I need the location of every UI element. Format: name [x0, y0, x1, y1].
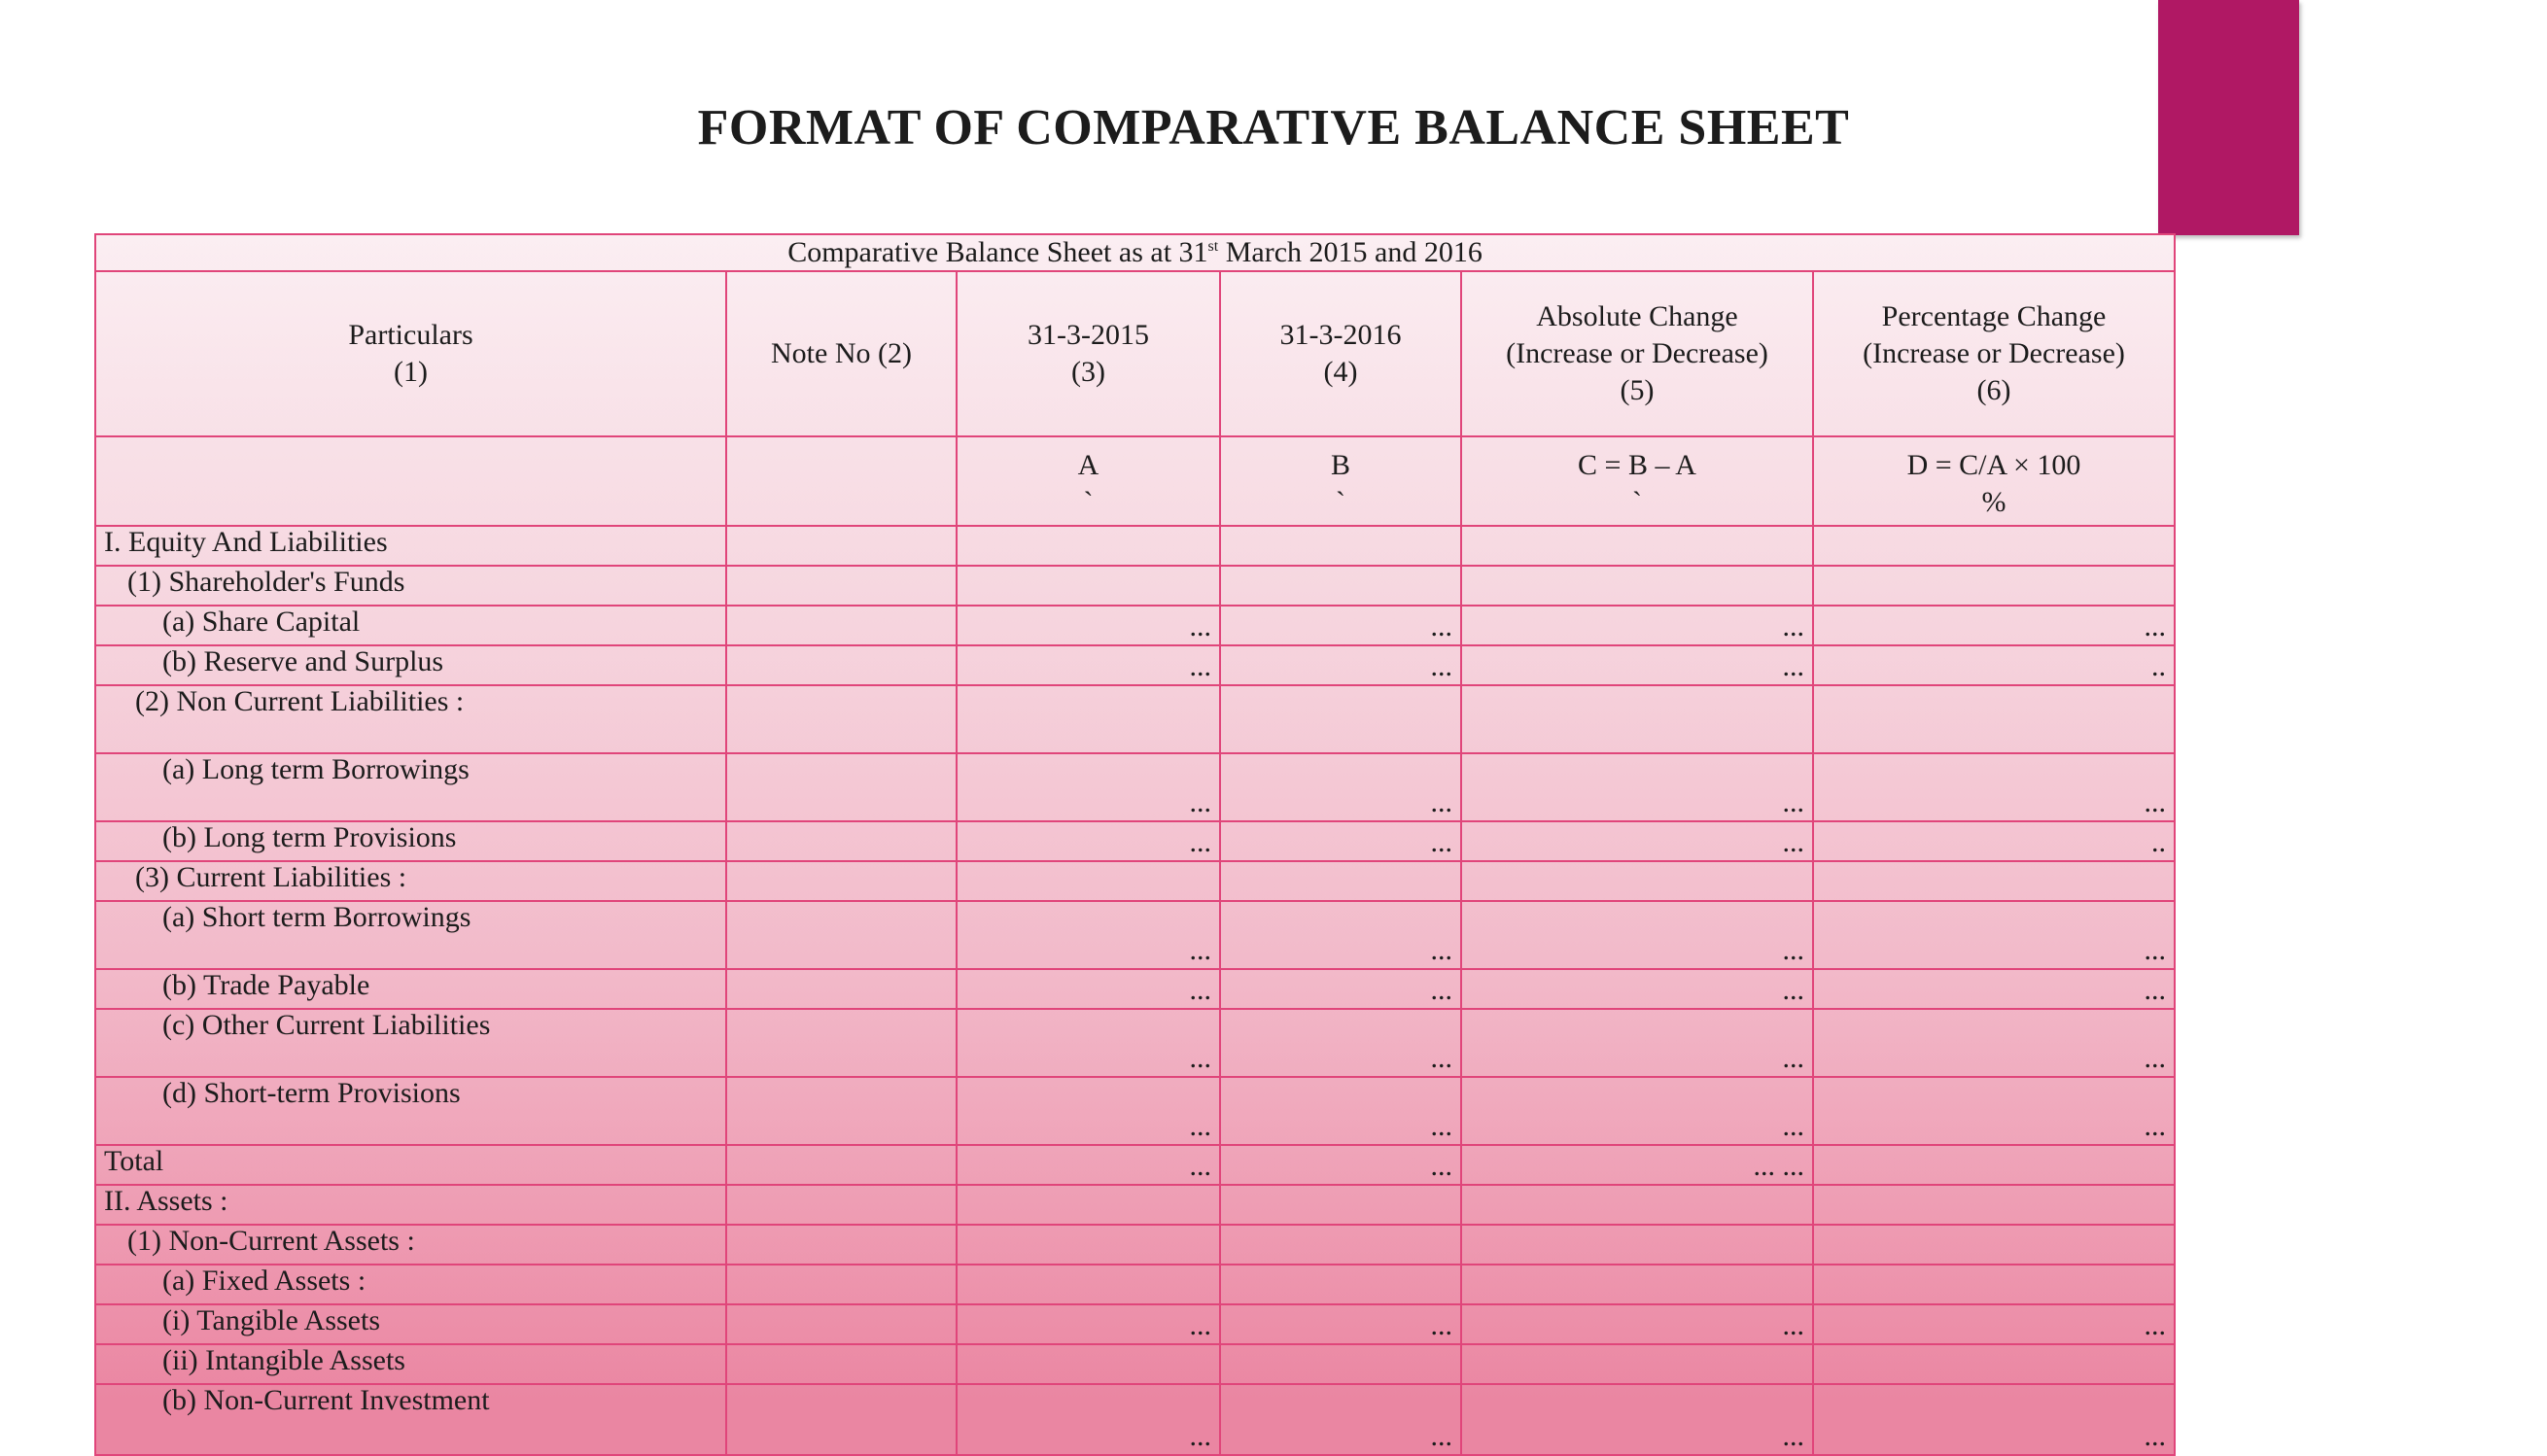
value-cell: .. [1813, 645, 2175, 685]
particulars-cell: (d) Short-term Provisions [95, 1077, 726, 1145]
note-cell [726, 1077, 957, 1145]
column-header-line: Percentage Change [1881, 300, 2107, 332]
column-header-line: 31-3-2016 [1279, 319, 1402, 351]
value-cell [1813, 566, 2175, 606]
particulars-cell: I. Equity And Liabilities [95, 526, 726, 566]
column-symbol [1461, 436, 1813, 526]
value-cell [1461, 861, 1813, 901]
note-cell [726, 645, 957, 685]
column-header [1813, 271, 2175, 436]
value-cell [1461, 1225, 1813, 1265]
particulars-cell: (b) Non-Current Investment [95, 1384, 726, 1455]
note-cell [726, 1384, 957, 1455]
column-symbol [95, 436, 726, 526]
value-cell: ... [1461, 1077, 1813, 1145]
particulars-cell: (a) Short term Borrowings [95, 901, 726, 969]
caption-superscript: st [1207, 238, 1219, 255]
note-cell [726, 821, 957, 861]
value-cell: ... ... [1461, 1145, 1813, 1185]
value-cell [1813, 685, 2175, 753]
symbol-row [95, 436, 2175, 526]
value-cell: ... [1461, 606, 1813, 645]
column-symbol [957, 436, 1220, 526]
value-cell: ... [1461, 1304, 1813, 1344]
value-cell: ... [1220, 1384, 1461, 1455]
value-cell: ... [1220, 1009, 1461, 1077]
value-cell: ... [1220, 1304, 1461, 1344]
particulars-cell: (a) Fixed Assets : [95, 1265, 726, 1304]
value-cell [1220, 861, 1461, 901]
note-cell [726, 526, 957, 566]
value-cell [957, 566, 1220, 606]
value-cell: ... [1461, 645, 1813, 685]
value-cell: ... [957, 1009, 1220, 1077]
particulars-cell: (ii) Intangible Assets [95, 1344, 726, 1384]
note-cell [726, 1145, 957, 1185]
value-cell [1461, 526, 1813, 566]
column-header [1220, 271, 1461, 436]
value-cell [1813, 526, 2175, 566]
column-header-line: (6) [1976, 374, 2011, 406]
value-cell: ... [1813, 969, 2175, 1009]
value-cell [1461, 1185, 1813, 1225]
value-cell: ... [1220, 1077, 1461, 1145]
column-symbol [1220, 436, 1461, 526]
note-cell [726, 861, 957, 901]
table-row [95, 1344, 2175, 1384]
table-row [95, 1185, 2175, 1225]
note-cell [726, 753, 957, 821]
value-cell [957, 861, 1220, 901]
column-header-line: (5) [1620, 374, 1655, 406]
value-cell [1220, 685, 1461, 753]
column-symbol-line [96, 484, 725, 521]
value-cell: ... [1220, 901, 1461, 969]
value-cell [1461, 1344, 1813, 1384]
table-caption [95, 234, 2175, 271]
table-row [95, 685, 2175, 753]
column-symbol-line: % [1981, 486, 2006, 518]
particulars-cell: (1) Non-Current Assets : [95, 1225, 726, 1265]
value-cell: ... [957, 1145, 1220, 1185]
value-cell: ... [1220, 645, 1461, 685]
note-cell [726, 1185, 957, 1225]
note-cell [726, 566, 957, 606]
value-cell: ... [1813, 901, 2175, 969]
particulars-cell: (b) Reserve and Surplus [95, 645, 726, 685]
value-cell: ... [1220, 753, 1461, 821]
caption-text-end: March 2015 and 2016 [1218, 236, 1483, 268]
particulars-cell: (c) Other Current Liabilities [95, 1009, 726, 1077]
value-cell [957, 1185, 1220, 1225]
value-cell [1220, 1185, 1461, 1225]
value-cell: ... [1813, 753, 2175, 821]
note-cell [726, 969, 957, 1009]
header-row [95, 271, 2175, 436]
table-row [95, 901, 2175, 969]
value-cell [1220, 566, 1461, 606]
value-cell: ... [957, 1384, 1220, 1455]
value-cell [1220, 1344, 1461, 1384]
value-cell [1813, 1265, 2175, 1304]
table-row [95, 821, 2175, 861]
column-header-line: (1) [394, 356, 428, 388]
note-cell [726, 685, 957, 753]
value-cell [957, 1225, 1220, 1265]
value-cell: ... [957, 753, 1220, 821]
column-header-line: Particulars [348, 319, 473, 351]
value-cell [957, 1344, 1220, 1384]
value-cell: ... [1461, 821, 1813, 861]
column-symbol [726, 436, 957, 526]
column-symbol-line: D = C/A × 100 [1906, 449, 2081, 481]
value-cell: ... [1461, 901, 1813, 969]
table-row [95, 645, 2175, 685]
column-header-line: Note No (2) [771, 337, 912, 369]
particulars-cell: (a) Share Capital [95, 606, 726, 645]
value-cell [1220, 1265, 1461, 1304]
table-row [95, 606, 2175, 645]
value-cell: ... [1813, 606, 2175, 645]
column-symbol-line [96, 447, 725, 484]
table-row [95, 1009, 2175, 1077]
column-symbol-line: ` [1083, 486, 1094, 518]
note-cell [726, 1344, 957, 1384]
comparative-balance-sheet-table [94, 233, 2176, 1456]
value-cell: ... [1813, 1077, 2175, 1145]
caption-text: Comparative Balance Sheet as at 31 [787, 236, 1208, 268]
table-row [95, 753, 2175, 821]
column-symbol-line: C = B – A [1578, 449, 1696, 481]
value-cell: ... [1813, 1384, 2175, 1455]
value-cell: ... [1813, 1304, 2175, 1344]
column-header [726, 271, 957, 436]
value-cell: ... [1220, 821, 1461, 861]
column-symbol-line [727, 484, 956, 521]
value-cell: ... [1813, 1009, 2175, 1077]
value-cell [1461, 566, 1813, 606]
particulars-cell: Total [95, 1145, 726, 1185]
value-cell: ... [957, 821, 1220, 861]
column-symbol-line: ` [1336, 486, 1345, 518]
particulars-cell: (a) Long term Borrowings [95, 753, 726, 821]
table-row [95, 1304, 2175, 1344]
particulars-cell: (b) Long term Provisions [95, 821, 726, 861]
value-cell: ... [957, 645, 1220, 685]
column-symbol [1813, 436, 2175, 526]
table-row [95, 526, 2175, 566]
particulars-cell: (1) Shareholder's Funds [95, 566, 726, 606]
value-cell: ... [1220, 1145, 1461, 1185]
page-title: FORMAT OF COMPARATIVE BALANCE SHEET [697, 100, 1850, 156]
particulars-cell: (b) Trade Payable [95, 969, 726, 1009]
column-symbol-line: ` [1632, 486, 1642, 518]
column-header-line: 31-3-2015 [1028, 319, 1149, 351]
column-symbol-line: A [1077, 449, 1099, 481]
particulars-cell: II. Assets : [95, 1185, 726, 1225]
value-cell: ... [1461, 1009, 1813, 1077]
value-cell: ... [957, 606, 1220, 645]
note-cell [726, 1009, 957, 1077]
value-cell: ... [957, 1304, 1220, 1344]
column-header-line: Absolute Change [1536, 300, 1738, 332]
table-row [95, 1384, 2175, 1455]
table-row [95, 969, 2175, 1009]
table-row [95, 1225, 2175, 1265]
column-symbol-line: B [1330, 449, 1350, 481]
value-cell: ... [1461, 969, 1813, 1009]
value-cell [1813, 1145, 2175, 1185]
column-header [1461, 271, 1813, 436]
table-row [95, 1265, 2175, 1304]
value-cell: .. [1813, 821, 2175, 861]
value-cell [1813, 1344, 2175, 1384]
particulars-cell: (2) Non Current Liabilities : [95, 685, 726, 753]
balance-sheet-table-container [94, 233, 2174, 1452]
value-cell [1813, 1185, 2175, 1225]
value-cell [957, 1265, 1220, 1304]
column-header-line: (4) [1323, 356, 1358, 388]
column-header-line: (Increase or Decrease) [1863, 337, 2125, 369]
value-cell [1220, 526, 1461, 566]
value-cell [1461, 1265, 1813, 1304]
column-header [957, 271, 1220, 436]
value-cell [1461, 685, 1813, 753]
table-row [95, 861, 2175, 901]
particulars-cell: (3) Current Liabilities : [95, 861, 726, 901]
note-cell [726, 1225, 957, 1265]
value-cell [957, 526, 1220, 566]
column-symbol-line [727, 447, 956, 484]
table-body [95, 526, 2175, 1455]
value-cell [1813, 861, 2175, 901]
table-row [95, 566, 2175, 606]
note-cell [726, 1265, 957, 1304]
note-cell [726, 901, 957, 969]
column-header-line: (3) [1071, 356, 1105, 388]
value-cell: ... [1461, 753, 1813, 821]
column-header [95, 271, 726, 436]
value-cell: ... [957, 1077, 1220, 1145]
table-row [95, 1077, 2175, 1145]
value-cell: ... [1220, 969, 1461, 1009]
column-header-line: (Increase or Decrease) [1506, 337, 1768, 369]
value-cell [1813, 1225, 2175, 1265]
value-cell: ... [1220, 606, 1461, 645]
value-cell: ... [1461, 1384, 1813, 1455]
value-cell [957, 685, 1220, 753]
value-cell: ... [957, 969, 1220, 1009]
note-cell [726, 1304, 957, 1344]
value-cell [1220, 1225, 1461, 1265]
table-row [95, 1145, 2175, 1185]
value-cell: ... [957, 901, 1220, 969]
particulars-cell: (i) Tangible Assets [95, 1304, 726, 1344]
note-cell [726, 606, 957, 645]
